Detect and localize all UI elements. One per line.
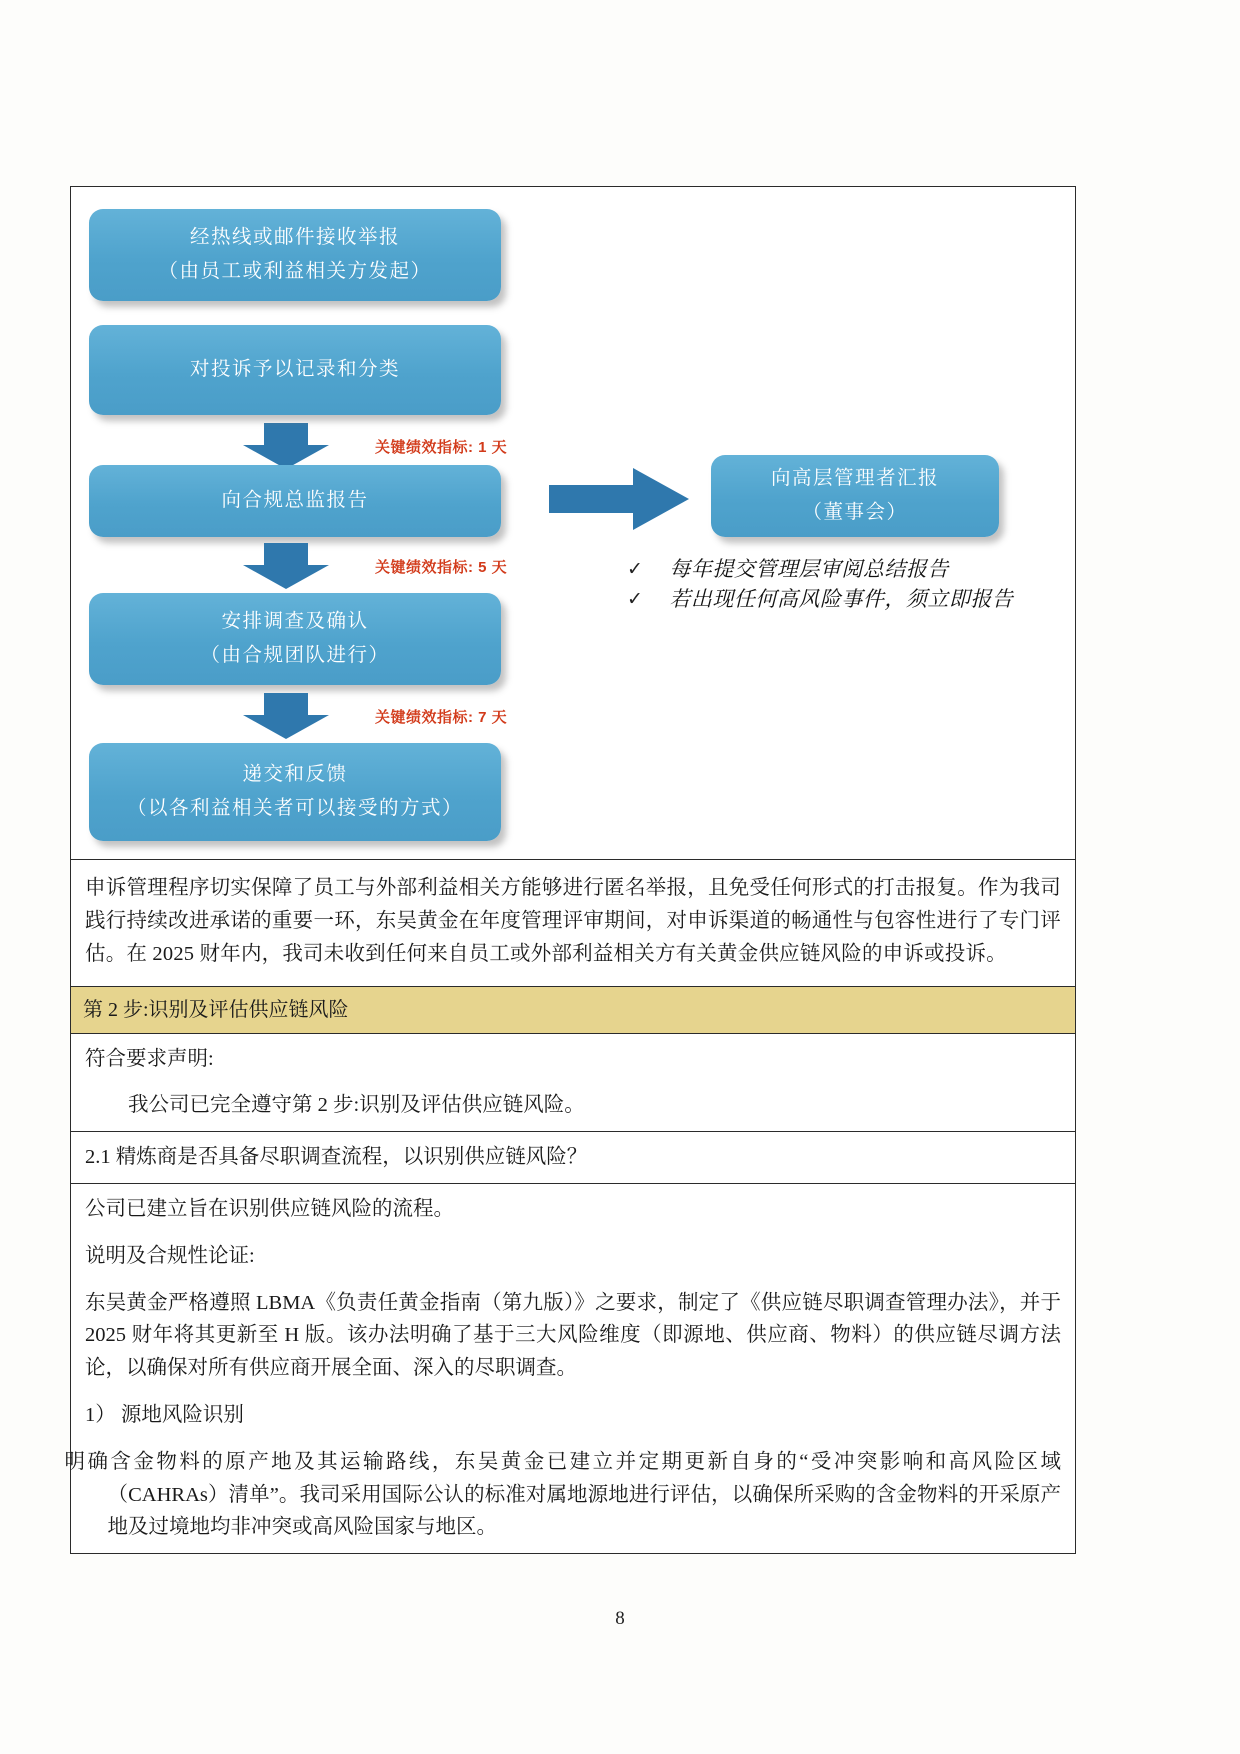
checklist-item-label: 若出现任何高风险事件，须立即报告 <box>669 586 1014 611</box>
flow-box-investigate-confirm-line1: 安排调查及确认 <box>221 610 369 632</box>
kpi-label-1: 关键绩效指标: 1 天 <box>375 439 508 456</box>
flow-box-deliver-feedback-line2: （以各利益相关者可以接受的方式） <box>126 798 463 819</box>
flow-box-receive-report-line2: （由员工或利益相关方发起） <box>158 261 432 282</box>
compliance-statement: 我公司已完全遵守第 2 步:识别及评估供应链风险。 <box>128 1094 585 1117</box>
flow-box-record-classify-line1: 对投诉予以记录和分类 <box>189 358 400 380</box>
flow-box-report-senior-management <box>711 455 999 537</box>
answer-2-1-row <box>64 1183 1075 1553</box>
check-icon: ✓ <box>627 587 644 610</box>
grievance-process-flowchart <box>71 187 1075 859</box>
flow-box-report-compliance-director <box>89 465 501 537</box>
checklist-item <box>627 555 1027 585</box>
compliance-label: 符合要求声明: <box>85 1047 214 1070</box>
question-2-1-row: 2.1 精炼商是否具备尽职调查流程，以识别供应链风险？ <box>71 1131 1075 1183</box>
reporting-checklist <box>627 555 1027 615</box>
answer-2-1-text: 公司已建立旨在识别供应链风险的流程。 <box>85 1198 454 1220</box>
checklist-item <box>627 585 1027 615</box>
kpi-label-3: 关键绩效指标: 7 天 <box>375 709 508 726</box>
explanation-paragraph: 东吴黄金严格遵照 LBMA《负责任黄金指南（第九版）》之要求，制定了《供应链尽职调查管理办法》，并于 2025 财年将其更新至 H 版。该办法明确了基于三大风险维度（即源地、供应商、物料）的供应链尽调方法论，以确保对所有供应商开展全面、深入的尽职调查。 <box>85 1291 1061 1380</box>
arrow-right-icon <box>549 468 689 530</box>
flow-box-report-senior-management-line2: （董事会） <box>802 502 908 523</box>
section-header-step2: 第 2 步:识别及评估供应链风险 <box>71 986 1075 1033</box>
intro-paragraph: 申诉管理程序切实保障了员工与外部利益相关方能够进行匿名举报，且免受任何形式的打击报复。作为我司践行持续改进承诺的重要一环，东吴黄金在年度管理评审期间，对申诉渠道的畅通性与包容性进行了专门评估。在 2025 财年内，我司未收到任何来自员工或外部利益相关方有关黄金供应链风险的申诉或投诉。 <box>71 859 1075 986</box>
flow-box-investigate-confirm <box>89 593 501 685</box>
flow-box-report-compliance-director-line1: 向合规总监报告 <box>221 489 369 511</box>
flow-box-receive-report <box>89 209 501 301</box>
document-frame <box>64 186 1076 1554</box>
flow-box-report-senior-management-line1: 向高层管理者汇报 <box>770 467 939 489</box>
page-number: 8 <box>615 1608 625 1629</box>
flow-box-investigate-confirm-line2: （由合规团队进行） <box>200 645 390 666</box>
arrow-down-icon-1 <box>243 423 329 469</box>
item-1-title: 1） 源地风险识别 <box>85 1403 244 1426</box>
flow-box-deliver-feedback-line1: 递交和反馈 <box>242 763 348 785</box>
kpi-label-2: 关键绩效指标: 5 天 <box>375 559 508 576</box>
checklist-item-label: 每年提交管理层审阅总结报告 <box>669 557 949 581</box>
compliance-declaration-row <box>71 1033 1075 1132</box>
arrow-down-icon-3 <box>243 693 329 739</box>
check-icon: ✓ <box>627 558 644 580</box>
explanation-label: 说明及合规性论证: <box>85 1244 255 1267</box>
flow-box-deliver-feedback <box>89 743 501 841</box>
arrow-down-icon-2 <box>243 543 329 589</box>
item-1-paragraph: 明确含金物料的原产地及其运输路线，东吴黄金已建立并定期更新自身的“受冲突影响和高风险区域（CAHRAs）清单”。我司采用国际公认的标准对属地源地进行评估，以确保所采购的含金物料的开采原产地及过境地均非冲突或高风险国家与地区。 <box>64 1450 1061 1539</box>
flow-box-record-classify <box>89 325 501 415</box>
flow-box-receive-report-line1: 经热线或邮件接收举报 <box>189 226 400 248</box>
